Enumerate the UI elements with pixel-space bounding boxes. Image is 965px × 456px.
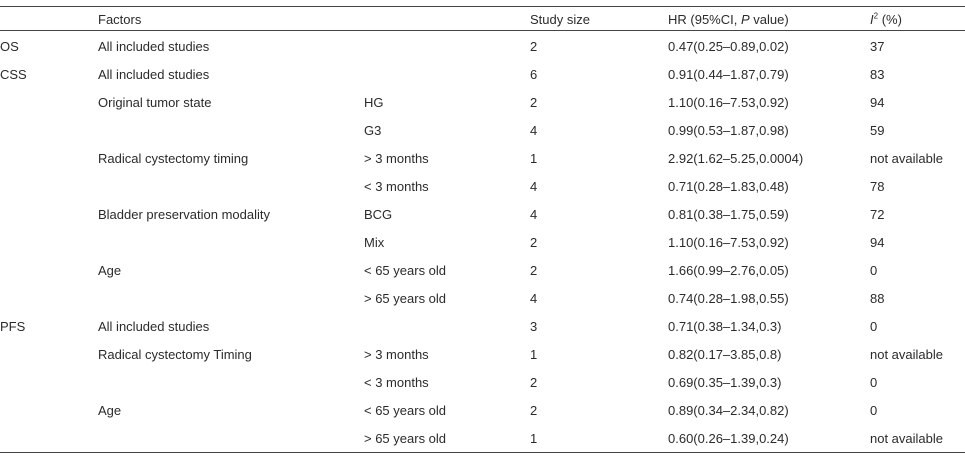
cell-heterogeneity: 88 (870, 290, 885, 306)
cell-outcome (0, 228, 98, 256)
cell-study-size: 4 (530, 122, 538, 138)
cell-study-size: 4 (530, 290, 538, 306)
cell-hazard-ratio: 1.10(0.16–7.53,0.92) (668, 94, 789, 110)
cell-factor: Bladder preservation modality (98, 206, 270, 222)
cell-heterogeneity: 59 (870, 122, 885, 138)
cell-heterogeneity: 72 (870, 206, 885, 222)
cell-outcome (0, 172, 98, 200)
header-study-size: Study size (530, 11, 590, 27)
table-row (0, 88, 965, 116)
header-i2-unit: (%) (878, 11, 902, 27)
table-header-row (0, 8, 965, 30)
cell-factor (98, 284, 364, 312)
cell-study-size: 4 (530, 178, 538, 194)
cell-study-size: 4 (530, 206, 538, 222)
cell-factor (98, 172, 364, 200)
cell-subgroup (364, 30, 530, 60)
cell-factor (98, 368, 364, 396)
cell-subgroup: < 65 years old (364, 262, 447, 278)
cell-outcome: OS (0, 38, 19, 54)
cell-subgroup: > 3 months (364, 346, 429, 362)
table-row (0, 312, 965, 340)
cell-hazard-ratio: 1.66(0.99–2.76,0.05) (668, 262, 789, 278)
cell-factor: Age (98, 402, 122, 418)
cell-subgroup: HG (364, 94, 384, 110)
cell-outcome (0, 284, 98, 312)
cell-study-size: 2 (530, 402, 538, 418)
table-row (0, 60, 965, 88)
cell-outcome (0, 256, 98, 284)
cell-study-size: 1 (530, 346, 538, 362)
header-hr-suffix: value) (749, 11, 789, 27)
cell-subgroup: G3 (364, 122, 382, 138)
cell-study-size: 3 (530, 318, 538, 334)
header-i2-letter: I (870, 11, 874, 27)
cell-subgroup: BCG (364, 206, 393, 222)
cell-subgroup: < 3 months (364, 178, 429, 194)
cell-subgroup: < 65 years old (364, 402, 447, 418)
cell-heterogeneity: 83 (870, 66, 885, 82)
header-hr-prefix: HR (95%CI, (668, 11, 741, 27)
cell-hazard-ratio: 0.89(0.34–2.34,0.82) (668, 402, 789, 418)
cell-study-size: 2 (530, 234, 538, 250)
cell-hazard-ratio: 1.10(0.16–7.53,0.92) (668, 234, 789, 250)
cell-subgroup: > 65 years old (364, 290, 447, 306)
cell-hazard-ratio: 0.99(0.53–1.87,0.98) (668, 122, 789, 138)
cell-hazard-ratio: 0.60(0.26–1.39,0.24) (668, 430, 789, 446)
cell-heterogeneity: 94 (870, 234, 885, 250)
cell-factor: Age (98, 262, 122, 278)
table-row (0, 256, 965, 284)
cell-outcome (0, 200, 98, 228)
cell-hazard-ratio: 0.82(0.17–3.85,0.8) (668, 346, 782, 362)
table-row (0, 228, 965, 256)
table-bottom-rule (0, 452, 965, 453)
cell-study-size: 1 (530, 430, 538, 446)
table-row (0, 424, 965, 452)
table-row (0, 368, 965, 396)
cell-factor: All included studies (98, 38, 210, 54)
table-body (0, 30, 965, 452)
table-top-rule (0, 6, 965, 7)
cell-heterogeneity: 78 (870, 178, 885, 194)
table-row (0, 396, 965, 424)
cell-heterogeneity: 94 (870, 94, 885, 110)
cell-outcome (0, 116, 98, 144)
cell-study-size: 2 (530, 38, 538, 54)
cell-outcome: CSS (0, 66, 27, 82)
table-row (0, 200, 965, 228)
cell-outcome (0, 368, 98, 396)
cell-study-size: 6 (530, 66, 538, 82)
cell-heterogeneity: 0 (870, 262, 878, 278)
cell-heterogeneity: 37 (870, 38, 885, 54)
cell-outcome (0, 88, 98, 116)
cell-factor (98, 424, 364, 452)
cell-heterogeneity: not available (870, 430, 943, 446)
cell-subgroup: > 65 years old (364, 430, 447, 446)
cell-heterogeneity: 0 (870, 402, 878, 418)
cell-factor: All included studies (98, 66, 210, 82)
cell-study-size: 2 (530, 94, 538, 110)
cell-factor (98, 116, 364, 144)
header-group (0, 8, 98, 30)
cell-hazard-ratio: 0.47(0.25–0.89,0.02) (668, 38, 789, 54)
cell-subgroup (364, 312, 530, 340)
cell-hazard-ratio: 0.71(0.28–1.83,0.48) (668, 178, 789, 194)
cell-hazard-ratio: 0.91(0.44–1.87,0.79) (668, 66, 789, 82)
cell-subgroup (364, 60, 530, 88)
cell-heterogeneity: 0 (870, 318, 878, 334)
cell-subgroup: Mix (364, 234, 385, 250)
header-factors: Factors (98, 11, 142, 27)
table-row (0, 172, 965, 200)
header-subfactor (364, 8, 530, 30)
header-i2 (870, 8, 965, 30)
cell-hazard-ratio: 2.92(1.62–5.25,0.0004) (668, 150, 804, 166)
cell-hazard-ratio: 0.69(0.35–1.39,0.3) (668, 374, 782, 390)
header-i2-sup: 2 (873, 11, 879, 21)
cell-outcome: PFS (0, 318, 26, 334)
cell-outcome (0, 396, 98, 424)
cell-factor: Radical cystectomy Timing (98, 346, 252, 362)
cell-hazard-ratio: 0.81(0.38–1.75,0.59) (668, 206, 789, 222)
header-hr-p: P (740, 11, 750, 27)
cell-heterogeneity: not available (870, 346, 943, 362)
cell-factor: Original tumor state (98, 94, 212, 110)
cell-hazard-ratio: 0.74(0.28–1.98,0.55) (668, 290, 789, 306)
cell-study-size: 2 (530, 374, 538, 390)
table-row (0, 116, 965, 144)
cell-factor (98, 228, 364, 256)
table-row (0, 30, 965, 60)
cell-factor: All included studies (98, 318, 210, 334)
table-row (0, 144, 965, 172)
table-row (0, 284, 965, 312)
cell-outcome (0, 424, 98, 452)
cell-study-size: 1 (530, 150, 538, 166)
cell-study-size: 2 (530, 262, 538, 278)
cell-subgroup: < 3 months (364, 374, 429, 390)
cell-factor: Radical cystectomy timing (98, 150, 249, 166)
table-row (0, 340, 965, 368)
cell-heterogeneity: 0 (870, 374, 878, 390)
cell-outcome (0, 340, 98, 368)
header-hr (668, 8, 870, 30)
results-table (0, 8, 965, 452)
cell-outcome (0, 144, 98, 172)
cell-heterogeneity: not available (870, 150, 943, 166)
cell-subgroup: > 3 months (364, 150, 429, 166)
cell-hazard-ratio: 0.71(0.38–1.34,0.3) (668, 318, 782, 334)
